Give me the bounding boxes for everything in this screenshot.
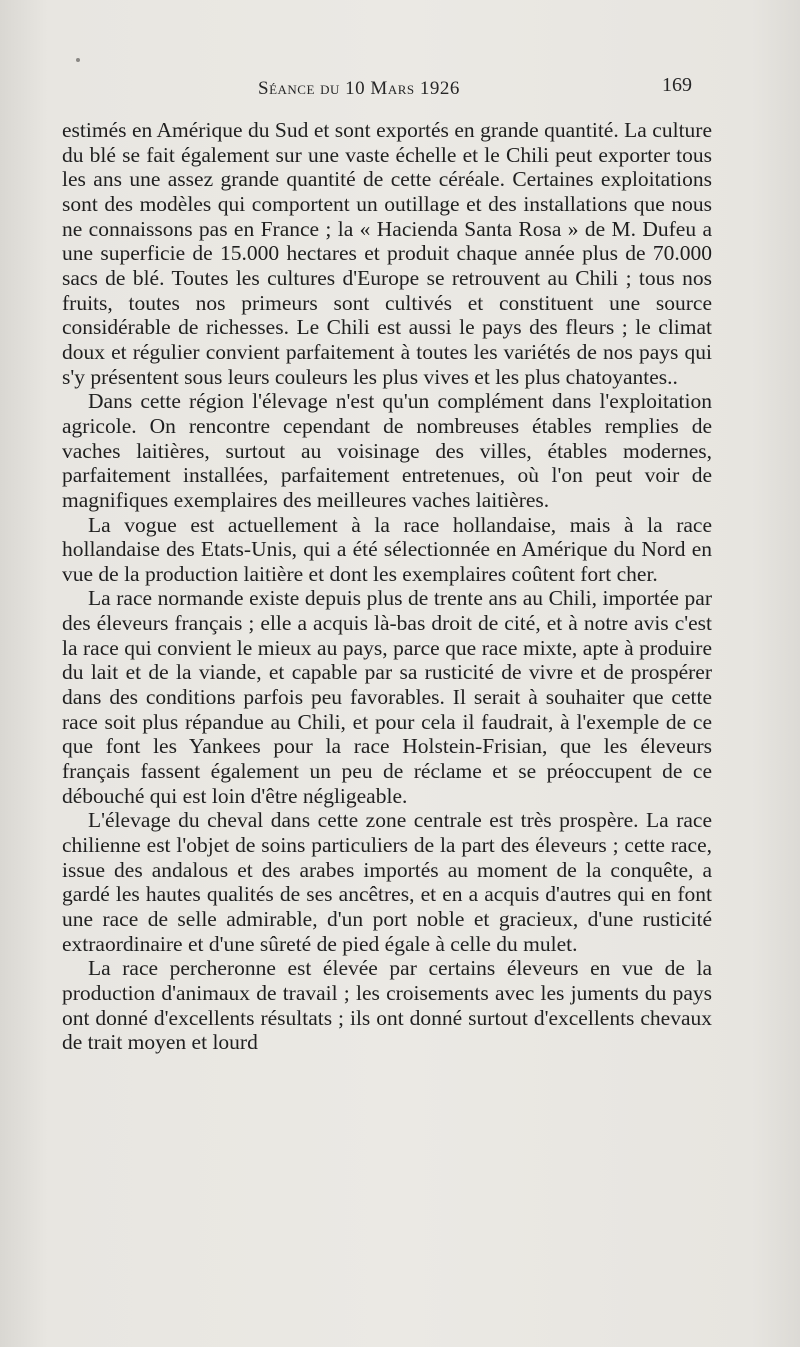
running-title: Séance du 10 Mars 1926 [258,78,460,99]
page-speck [76,58,80,62]
paragraph-1: estimés en Amérique du Sud et sont exportés en grande quantité. La culture du blé se fait également sur une vaste échelle et le Chili peut exporter tous les ans une assez grande quantité de cette céréale. Certaines exploitations sont des modèles qui comportent un outillage et des installations que nous ne connaissons pas en France ; la « Hacienda Santa Rosa » de M. Dufeu a une superficie de 15.000 hectares et produit chaque année plus de 70.000 sacs de blé. Toutes les cultures d'Europe se retrouvent au Chili ; tous nos fruits, toutes nos primeurs sont cultivés et constituent une source considérable de richesses. Le Chili est aussi le pays des fleurs ; le climat doux et régulier convient parfaitement à toutes les variétés de nos pays qui s'y présentent sous leurs couleurs les plus vives et les plus chatoyantes.. [62,118,712,389]
paragraph-5: L'élevage du cheval dans cette zone centrale est très prospère. La race chilienne est l'objet de soins particuliers de la part des éleveurs ; cette race, issue des andalous et des arabes importés au moment de la conquête, a gardé les hautes qualités de ses ancêtres, et en a acquis d'autres qui en font une race de selle admirable, d'un port noble et gracieux, d'une rusticité extraordinaire et d'une sûreté de pied égale à celle du mulet. [62,808,712,956]
paragraph-2: Dans cette région l'élevage n'est qu'un complément dans l'exploitation agricole. On rencontre cependant de nombreuses étables remplies de vaches laitières, surtout au voisinage des villes, étables modernes, parfaitement installées, parfaitement entretenues, où l'on peut voir de magnifiques exemplaires des meilleures vaches laitières. [62,389,712,512]
paragraph-3: La vogue est actuellement à la race hollandaise, mais à la race hollandaise des Etats-Unis, qui a été sélectionnée en Amérique du Nord en vue de la production laitière et dont les exemplaires coûtent fort cher. [62,512,712,586]
page-number: 169 [662,74,692,96]
page-header [0,74,800,104]
paragraph-6: La race percheronne est élevée par certains éleveurs en vue de la production d'animaux de travail ; les croisements avec les juments du pays ont donné d'excellents résultats ; ils ont donné surtout d'excellents chevaux de trait moyen et lourd [62,956,712,1055]
body-text [62,118,712,1055]
paragraph-4: La race normande existe depuis plus de trente ans au Chili, importée par des éleveurs français ; elle a acquis là-bas droit de cité, et à notre avis c'est la race qui convient le mieux au pays, parce que race mixte, apte à produire du lait et de la viande, et capable par sa rusticité de vivre et de prospérer dans des conditions parfois peu favorables. Il serait à souhaiter que cette race soit plus répandue au Chili, et pour cela il faudrait, à l'exemple de ce que font les Yankees pour la race Holstein-Frisian, que les éleveurs français fassent également un peu de réclame et se préoccupent de ce débouché qui est loin d'être négligeable. [62,586,712,808]
